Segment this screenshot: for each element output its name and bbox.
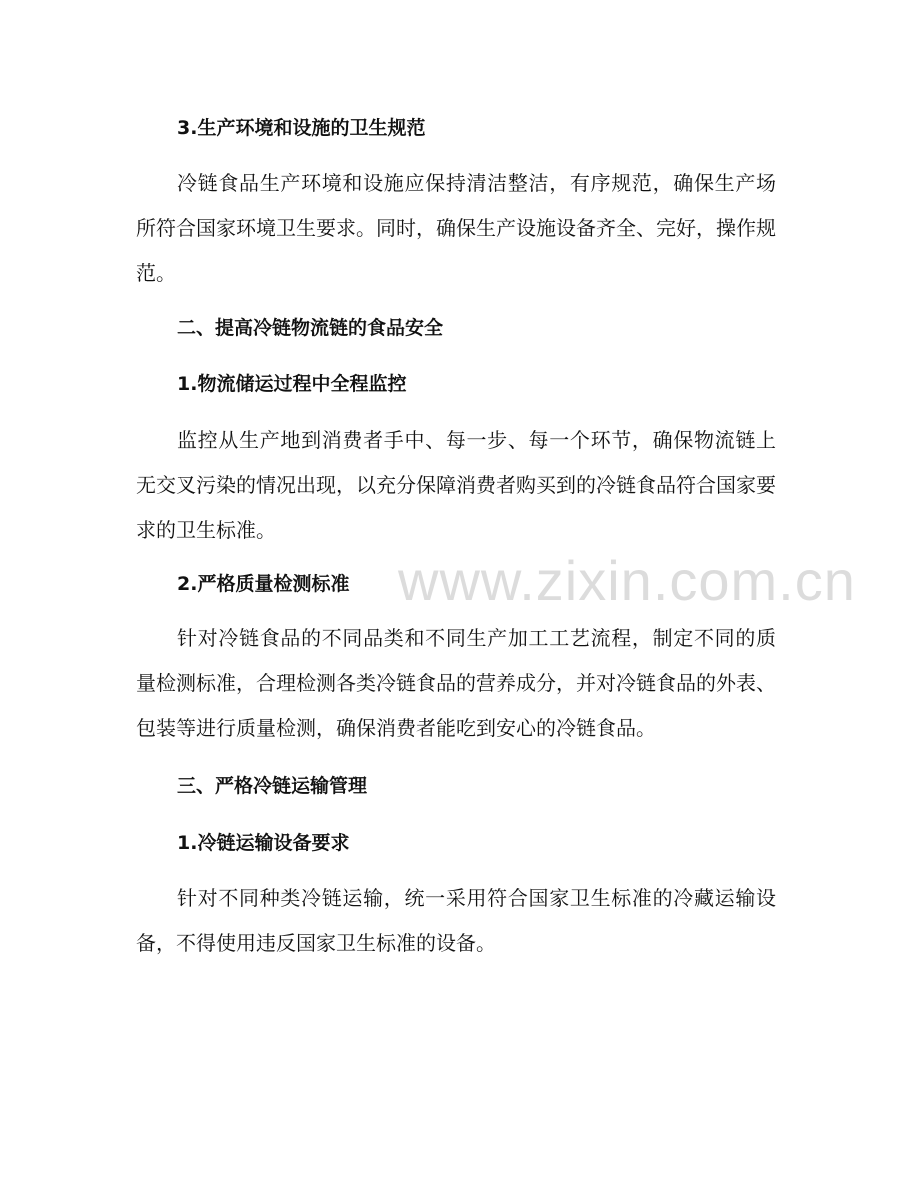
- subheading-2-quality-testing: 2.严格质量检测标准: [177, 573, 350, 595]
- section-heading-2-logistics-safety: 二、提高冷链物流链的食品安全: [177, 317, 444, 339]
- paragraph-transport-equipment: 针对不同种类冷链运输，统一采用符合国家卫生标准的冷藏运输设备，不得使用违反国家卫生标准的设备。: [136, 886, 776, 955]
- section-heading-3-facility-hygiene: 3.生产环境和设施的卫生规范: [177, 117, 426, 139]
- subheading-1-transport-equipment: 1.冷链运输设备要求: [177, 832, 350, 854]
- section-heading-3-transport-management: 三、严格冷链运输管理: [177, 775, 368, 797]
- paragraph-quality-testing: 针对冷链食品的不同品类和不同生产加工工艺流程，制定不同的质量检测标准，合理检测各类冷链食品的营养成分，并对冷链食品的外表、包装等进行质量检测，确保消费者能吃到安心的冷链食品。: [136, 626, 776, 740]
- paragraph-facility-hygiene: 冷链食品生产环境和设施应保持清洁整洁，有序规范，确保生产场所符合国家环境卫生要求。同时，确保生产设施设备齐全、完好，操作规范。: [136, 171, 776, 285]
- site-watermark: www.zixin.com.cn: [398, 549, 856, 612]
- subheading-1-full-monitoring: 1.物流储运过程中全程监控: [177, 373, 407, 395]
- paragraph-full-monitoring: 监控从生产地到消费者手中、每一步、每一个环节，确保物流链上无交叉污染的情况出现，以充分保障消费者购买到的冷链食品符合国家要求的卫生标准。: [136, 428, 776, 542]
